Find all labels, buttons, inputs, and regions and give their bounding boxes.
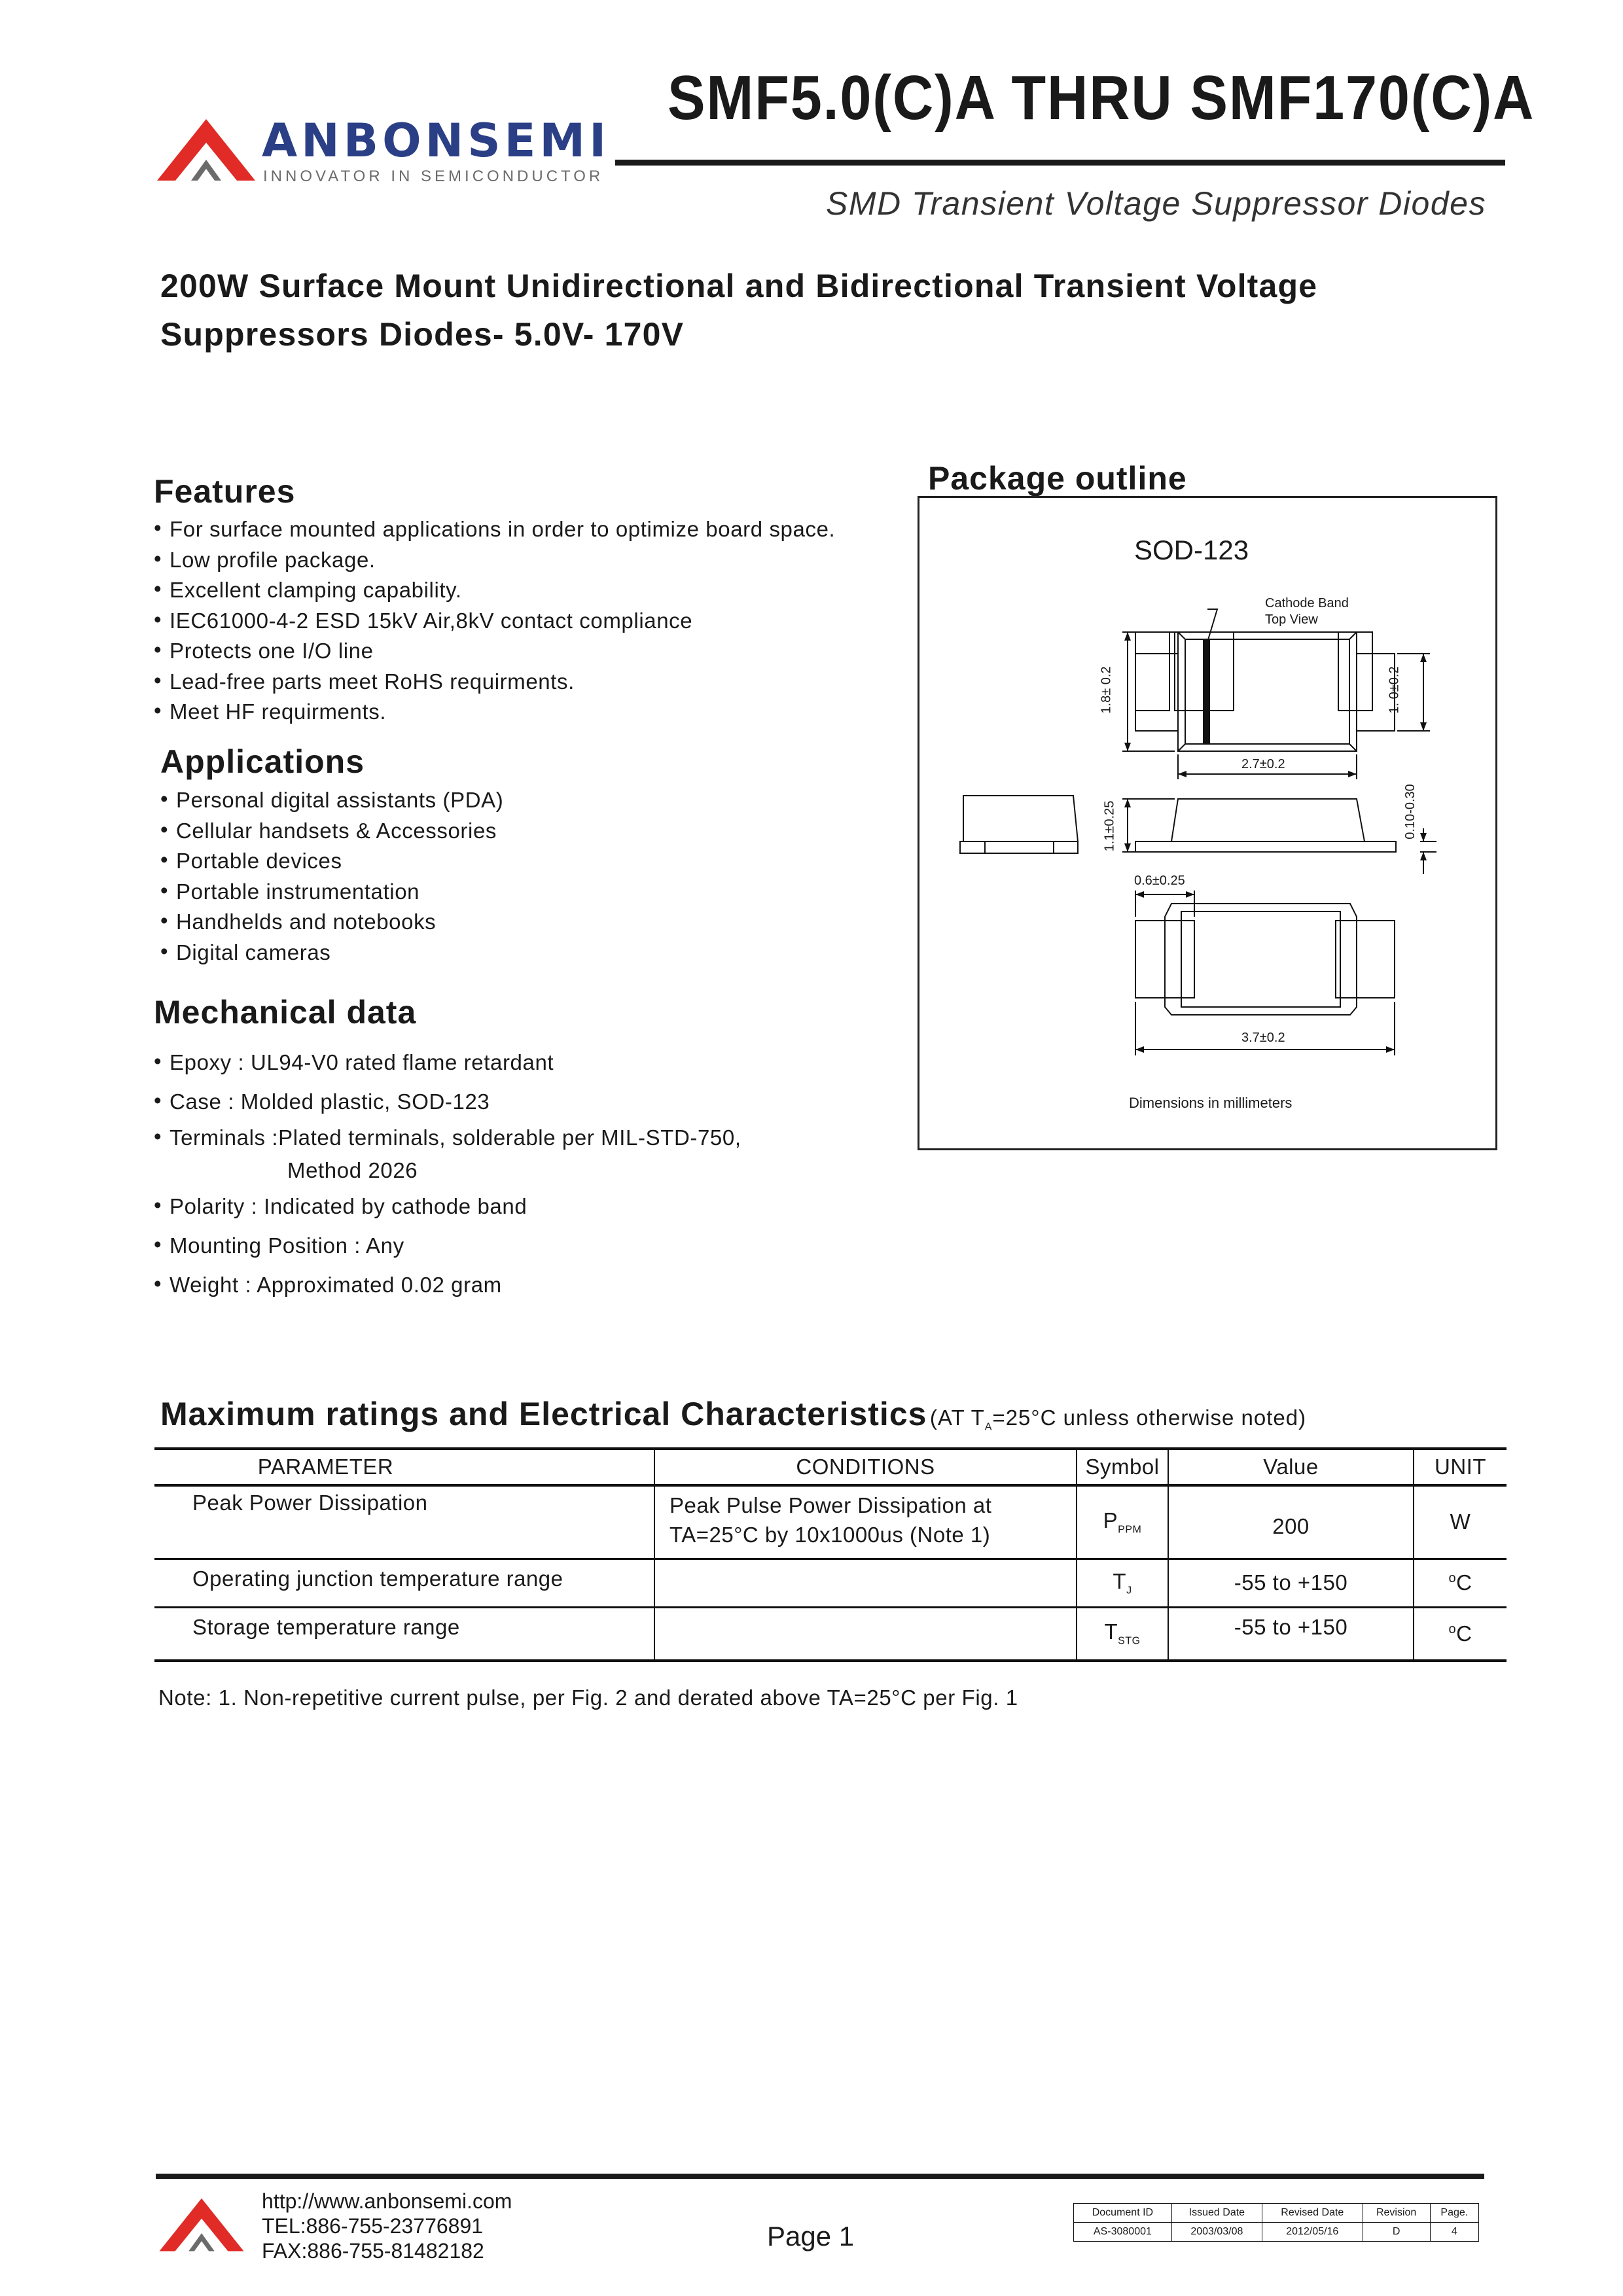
table-row bbox=[154, 1559, 1507, 1607]
header-value: Value bbox=[1168, 1450, 1414, 1485]
list-item: • Low profile package. bbox=[154, 545, 835, 576]
doc-revision: D bbox=[1363, 2223, 1430, 2242]
list-item: • Polarity : Indicated by cathode band bbox=[154, 1187, 741, 1226]
cathode-band-label: Cathode Band bbox=[1265, 596, 1349, 610]
company-logo bbox=[157, 114, 611, 187]
list-item: • Personal digital assistants (PDA) bbox=[160, 785, 503, 816]
doc-id: AS-3080001 bbox=[1074, 2223, 1172, 2242]
row-unit: $^o$C bbox=[1448, 1570, 1472, 1595]
row-conditions bbox=[654, 1559, 1077, 1607]
list-item: • Excellent clamping capability. bbox=[154, 575, 835, 606]
list-item: • IEC61000-4-2 ESD 15kV Air,8kV contact compliance bbox=[154, 606, 835, 637]
dim-body-width-label: 2.7±0.2 bbox=[1241, 757, 1285, 771]
header-parameter: PARAMETER bbox=[154, 1450, 654, 1485]
ratings-note: Note: 1. Non-repetitive current pulse, per Fig. 2 and derated above TA=25°C per Fig. 1 bbox=[158, 1686, 1018, 1710]
row-symbol: $T_{STG}$ bbox=[1077, 1607, 1168, 1661]
row-parameter: Peak Power Dissipation bbox=[154, 1485, 654, 1559]
row-parameter: Storage temperature range bbox=[154, 1607, 654, 1661]
table-row bbox=[154, 1485, 1507, 1559]
list-item: • Protects one I/O line bbox=[154, 636, 835, 667]
list-item: • Weight : Approximated 0.02 gram bbox=[154, 1265, 741, 1305]
page-number: Page 1 bbox=[767, 2221, 855, 2252]
footer-logo-icon bbox=[157, 2197, 246, 2253]
features-list bbox=[154, 514, 835, 728]
header-unit: UNIT bbox=[1435, 1455, 1486, 1479]
package-outline-box bbox=[918, 496, 1497, 1150]
applications-list bbox=[160, 785, 503, 968]
dim-total-label: 3.7±0.2 bbox=[1241, 1031, 1285, 1045]
ratings-table bbox=[154, 1450, 1507, 1662]
dim-height-label: 1.8± 0.2 bbox=[1099, 666, 1114, 714]
doc-header-revision: Revision bbox=[1363, 2204, 1430, 2223]
doc-revised: 2012/05/16 bbox=[1262, 2223, 1363, 2242]
row-unit: $^o$C bbox=[1448, 1621, 1472, 1646]
top-view-label: Top View bbox=[1265, 612, 1318, 627]
row-conditions bbox=[654, 1607, 1077, 1661]
list-item bbox=[154, 1122, 741, 1187]
terminals-continuation: Method 2026 bbox=[287, 1158, 418, 1182]
list-item: • Case : Molded plastic, SOD-123 bbox=[154, 1082, 741, 1122]
list-item: • Lead-free parts meet RoHS requirments. bbox=[154, 667, 835, 698]
dim-lead-thickness-label: 0.10-0.30 bbox=[1402, 784, 1418, 839]
list-item: • For surface mounted applications in order to optimize board space. bbox=[154, 514, 835, 545]
package-name: SOD-123 bbox=[1134, 535, 1249, 565]
list-item: • Cellular handsets & Accessories bbox=[160, 816, 503, 847]
brand-name: ANBONSEMI bbox=[262, 114, 611, 168]
footer-fax: FAX:886-755-81482182 bbox=[262, 2239, 484, 2263]
mechanical-heading: Mechanical data bbox=[154, 994, 417, 1031]
doc-issued: 2003/03/08 bbox=[1171, 2223, 1262, 2242]
table-header-row bbox=[154, 1450, 1507, 1485]
table-row bbox=[154, 1607, 1507, 1661]
list-item: • Mounting Position : Any bbox=[154, 1226, 741, 1265]
header-symbol: Symbol bbox=[1077, 1450, 1168, 1485]
row-value: 200 bbox=[1168, 1485, 1414, 1559]
footer-url[interactable]: http://www.anbonsemi.com bbox=[262, 2189, 512, 2213]
row-unit: W bbox=[1450, 1510, 1471, 1534]
ratings-heading bbox=[160, 1395, 1306, 1434]
list-item: • Portable devices bbox=[160, 846, 503, 877]
doc-header-page: Page. bbox=[1430, 2204, 1478, 2223]
intro-line-2: Suppressors Diodes- 5.0V- 170V bbox=[160, 316, 685, 353]
logo-mark-icon bbox=[157, 118, 255, 183]
list-item: • Meet HF requirments. bbox=[154, 697, 835, 728]
ratings-title: Maximum ratings and Electrical Characteristics bbox=[160, 1396, 927, 1432]
package-heading: Package outline bbox=[928, 460, 1187, 497]
dim-thickness-label: 1.1±0.25 bbox=[1102, 800, 1117, 852]
footer-tel: TEL:886-755-23776891 bbox=[262, 2214, 484, 2238]
brand-tagline: INNOVATOR IN SEMICONDUCTOR bbox=[263, 168, 604, 185]
table-row bbox=[1074, 2223, 1479, 2242]
row-symbol: $T_J$ bbox=[1077, 1559, 1168, 1607]
doc-header-id: Document ID bbox=[1074, 2204, 1172, 2223]
applications-heading: Applications bbox=[160, 743, 365, 780]
dim-lead-height-label: 1. 0±0.2 bbox=[1387, 666, 1402, 714]
table-row bbox=[1074, 2204, 1479, 2223]
dim-lead-width-label: 0.6±0.25 bbox=[1134, 874, 1185, 888]
intro-line-1: 200W Surface Mount Unidirectional and Bidirectional Transient Voltage bbox=[160, 268, 1318, 304]
row-parameter: Operating junction temperature range bbox=[154, 1559, 654, 1607]
mechanical-list bbox=[154, 1043, 741, 1305]
doc-page: 4 bbox=[1430, 2223, 1478, 2242]
terminals-text: Terminals :Plated terminals, solderable per MIL-STD-750, bbox=[169, 1125, 741, 1150]
document-subtitle: SMD Transient Voltage Suppressor Diodes bbox=[826, 185, 1486, 222]
list-item: • Epoxy : UL94-V0 rated flame retardant bbox=[154, 1043, 741, 1082]
document-info-table bbox=[1073, 2203, 1479, 2242]
list-item: • Digital cameras bbox=[160, 938, 503, 968]
list-item: • Handhelds and notebooks bbox=[160, 907, 503, 938]
ratings-condition: (AT $T_A=25^\circ C$ unless otherwise noted) bbox=[929, 1405, 1307, 1433]
dimensions-note: Dimensions in millimeters bbox=[1129, 1095, 1293, 1111]
row-value: -55 to +150 bbox=[1168, 1607, 1414, 1661]
header-rule bbox=[615, 160, 1505, 166]
list-item: • Portable instrumentation bbox=[160, 877, 503, 908]
features-heading: Features bbox=[154, 473, 296, 510]
header-conditions: CONDITIONS bbox=[654, 1450, 1077, 1485]
doc-header-issued: Issued Date bbox=[1171, 2204, 1262, 2223]
document-title: SMF5.0(C)A THRU SMF170(C)A bbox=[668, 63, 1535, 133]
row-conditions: Peak Pulse Power Dissipation at TA=25°C by 10x1000us (Note 1) bbox=[654, 1485, 1077, 1559]
doc-header-revised: Revised Date bbox=[1262, 2204, 1363, 2223]
row-symbol: $P_{PPM}$ bbox=[1077, 1485, 1168, 1559]
row-value: -55 to +150 bbox=[1168, 1559, 1414, 1607]
footer-rule bbox=[156, 2174, 1484, 2179]
